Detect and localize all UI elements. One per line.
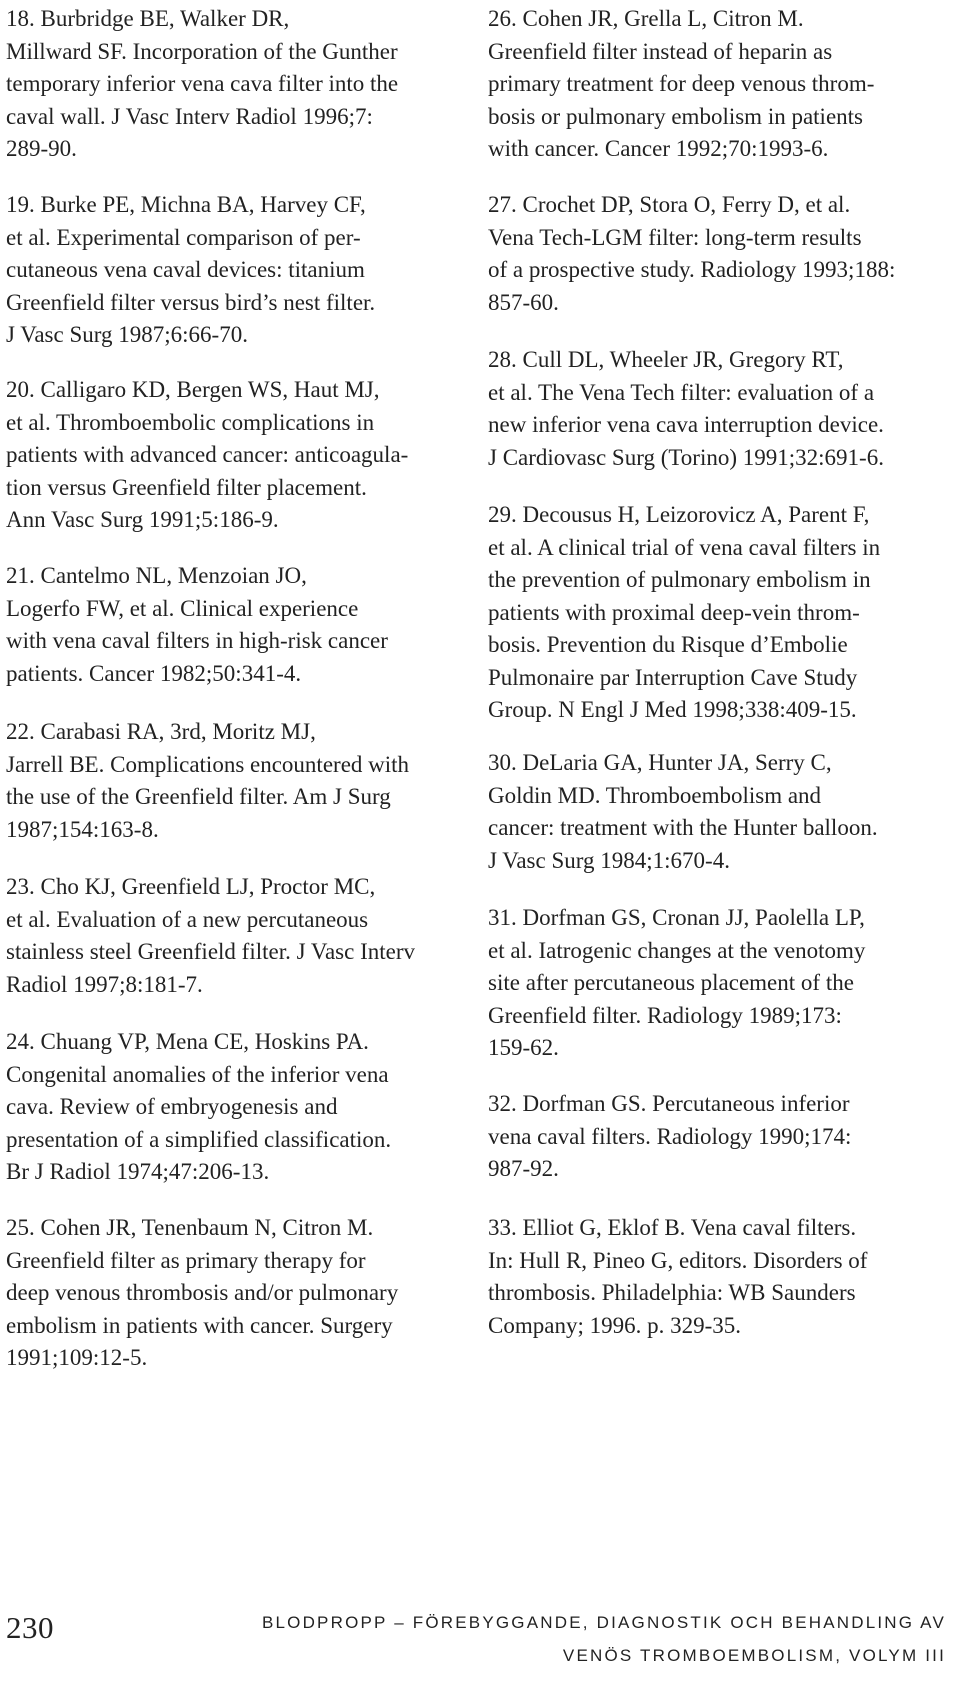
reference-line: 28. Cull DL, Wheeler JR, Gregory RT, [488,347,844,372]
reference-line: temporary inferior vena cava filter into the [6,71,399,96]
reference-entry [488,1212,867,1342]
reference-entry [6,716,409,846]
reference-line: 20. Calligaro KD, Bergen WS, Haut MJ, [6,377,380,402]
reference-line: thrombosis. Philadelphia: WB Saunders [488,1280,856,1305]
reference-line: J Vasc Surg 1987;6:66-70. [6,322,248,347]
reference-line: 24. Chuang VP, Mena CE, Hoskins PA. [6,1029,369,1054]
reference-line: Company; 1996. p. 329-35. [488,1312,741,1338]
reference-line: new inferior vena cava interruption device. [488,412,884,437]
reference-line: site after percutaneous placement of the [488,970,854,995]
reference-line: Radiol 1997;8:181-7. [6,971,203,997]
reference-line: et al. A clinical trial of vena caval filters in [488,534,881,560]
reference-line: 23. Cho KJ, Greenfield LJ, Proctor MC, [6,874,376,899]
reference-entry [6,189,375,352]
reference-entry [6,871,415,1001]
reference-line: In: Hull R, Pineo G, editors. Disorders of [488,1247,868,1273]
reference-line: 30. DeLaria GA, Hunter JA, Serry C, [488,750,832,775]
reference-line: et al. Iatrogenic changes at the venotomy [488,937,866,963]
reference-line: presentation of a simplified classification. [6,1126,392,1152]
reference-line: stainless steel Greenfield filter. J Vasc Interv [6,939,415,964]
reference-line: 21. Cantelmo NL, Menzoian JO, [6,563,307,588]
reference-line: with vena caval filters in high-risk cancer [6,628,388,653]
reference-line: deep venous thrombosis and/or pulmonary [6,1280,399,1305]
reference-line: primary treatment for deep venous throm- [488,71,875,96]
reference-line: Logerfo FW, et al. Clinical experience [6,595,359,621]
reference-entry [6,3,398,166]
reference-line: with cancer. Cancer 1992;70:1993-6. [488,136,829,161]
page-footer [0,1598,960,1681]
reference-line: Greenfield filter as primary therapy for [6,1247,366,1273]
reference-line: 1987;154:163-8. [6,816,159,842]
reference-line: 32. Dorfman GS. Percutaneous inferior [488,1091,850,1116]
reference-line: Pulmonaire par Interruption Cave Study [488,664,858,690]
reference-line: vena caval filters. Radiology 1990;174: [488,1123,852,1149]
reference-line: patients with advanced cancer: anticoagula- [6,442,409,467]
reference-line: et al. The Vena Tech filter: evaluation of a [488,379,875,405]
reference-entry [6,1026,391,1189]
reference-line: Congenital anomalies of the inferior vena [6,1061,389,1087]
reference-line: 33. Elliot G, Eklof B. Vena caval filters. [488,1215,857,1240]
reference-line: bosis. Prevention du Risque d’Embolie [488,632,848,657]
reference-line: 31. Dorfman GS, Cronan JJ, Paolella LP, [488,905,865,930]
reference-line: embolism in patients with cancer. Surgery [6,1312,393,1338]
reference-line: et al. Evaluation of a new percutaneous [6,906,369,932]
reference-line: tion versus Greenfield filter placement. [6,474,367,500]
reference-line: 857-60. [488,289,559,315]
running-title-line: BLODPROPP – FÖREBYGGANDE, DIAGNOSTIK OCH BEHANDLING AV [261,1613,946,1632]
reference-line: et al. Thromboembolic complications in [6,409,375,435]
reference-entry [6,1212,398,1375]
reference-entry [6,374,408,537]
reference-line: 22. Carabasi RA, 3rd, Moritz MJ, [6,719,316,744]
reference-line: Br J Radiol 1974;47:206-13. [6,1159,270,1184]
reference-line: cutaneous vena caval devices: titanium [6,257,365,282]
reference-entry [488,499,880,727]
page-number: 230 [6,1610,54,1645]
reference-line: Group. N Engl J Med 1998;338:409-15. [488,697,857,722]
reference-line: Greenfield filter. Radiology 1989;173: [488,1002,842,1028]
reference-line: 159-62. [488,1035,559,1060]
reference-line: 26. Cohen JR, Grella L, Citron M. [488,6,804,31]
reference-line: Ann Vasc Surg 1991;5:186-9. [6,507,279,532]
reference-line: 27. Crochet DP, Stora O, Ferry D, et al. [488,192,851,217]
reference-line: 18. Burbridge BE, Walker DR, [6,6,290,31]
reference-line: Vena Tech-LGM filter: long-term results [488,224,862,250]
reference-line: cancer: treatment with the Hunter balloon. [488,815,878,840]
reference-line: Millward SF. Incorporation of the Gunther [6,38,398,64]
reference-line: 1991;109:12-5. [6,1345,148,1370]
reference-line: Greenfield filter instead of heparin as [488,38,833,64]
reference-entry [488,902,865,1065]
reference-line: Goldin MD. Thromboembolism and [488,782,822,808]
reference-line: J Cardiovasc Surg (Torino) 1991;32:691-6. [488,444,884,470]
reference-line: of a prospective study. Radiology 1993;188: [488,257,896,282]
reference-entry [488,189,895,319]
reference-line: J Vasc Surg 1984;1:670-4. [488,847,730,873]
reference-line: 25. Cohen JR, Tenenbaum N, Citron M. [6,1215,374,1240]
reference-line: the prevention of pulmonary embolism in [488,567,871,592]
running-title-line: VENÖS TROMBOEMBOLISM, VOLYM III [562,1646,946,1665]
reference-line: Greenfield filter versus bird’s nest filter. [6,289,376,315]
reference-line: patients with proximal deep-vein throm- [488,599,860,625]
reference-line: 19. Burke PE, Michna BA, Harvey CF, [6,192,366,217]
reference-line: 29. Decousus H, Leizorovicz A, Parent F, [488,502,870,527]
running-title [262,1606,946,1672]
reference-line: the use of the Greenfield filter. Am J Surg [6,784,391,809]
reference-line: bosis or pulmonary embolism in patients [488,103,863,129]
reference-line: Jarrell BE. Complications encountered with [6,751,410,777]
reference-entry [488,344,884,474]
reference-line: cava. Review of embryogenesis and [6,1094,338,1119]
reference-line: patients. Cancer 1982;50:341-4. [6,660,302,686]
reference-entry [6,560,388,690]
reference-entry [488,3,874,166]
reference-line: 289-90. [6,136,77,161]
reference-entry [488,747,878,877]
reference-entry [488,1088,851,1186]
reference-line: 987-92. [488,1156,559,1181]
reference-line: et al. Experimental comparison of per- [6,224,361,250]
reference-line: caval wall. J Vasc Interv Radiol 1996;7: [6,103,373,129]
